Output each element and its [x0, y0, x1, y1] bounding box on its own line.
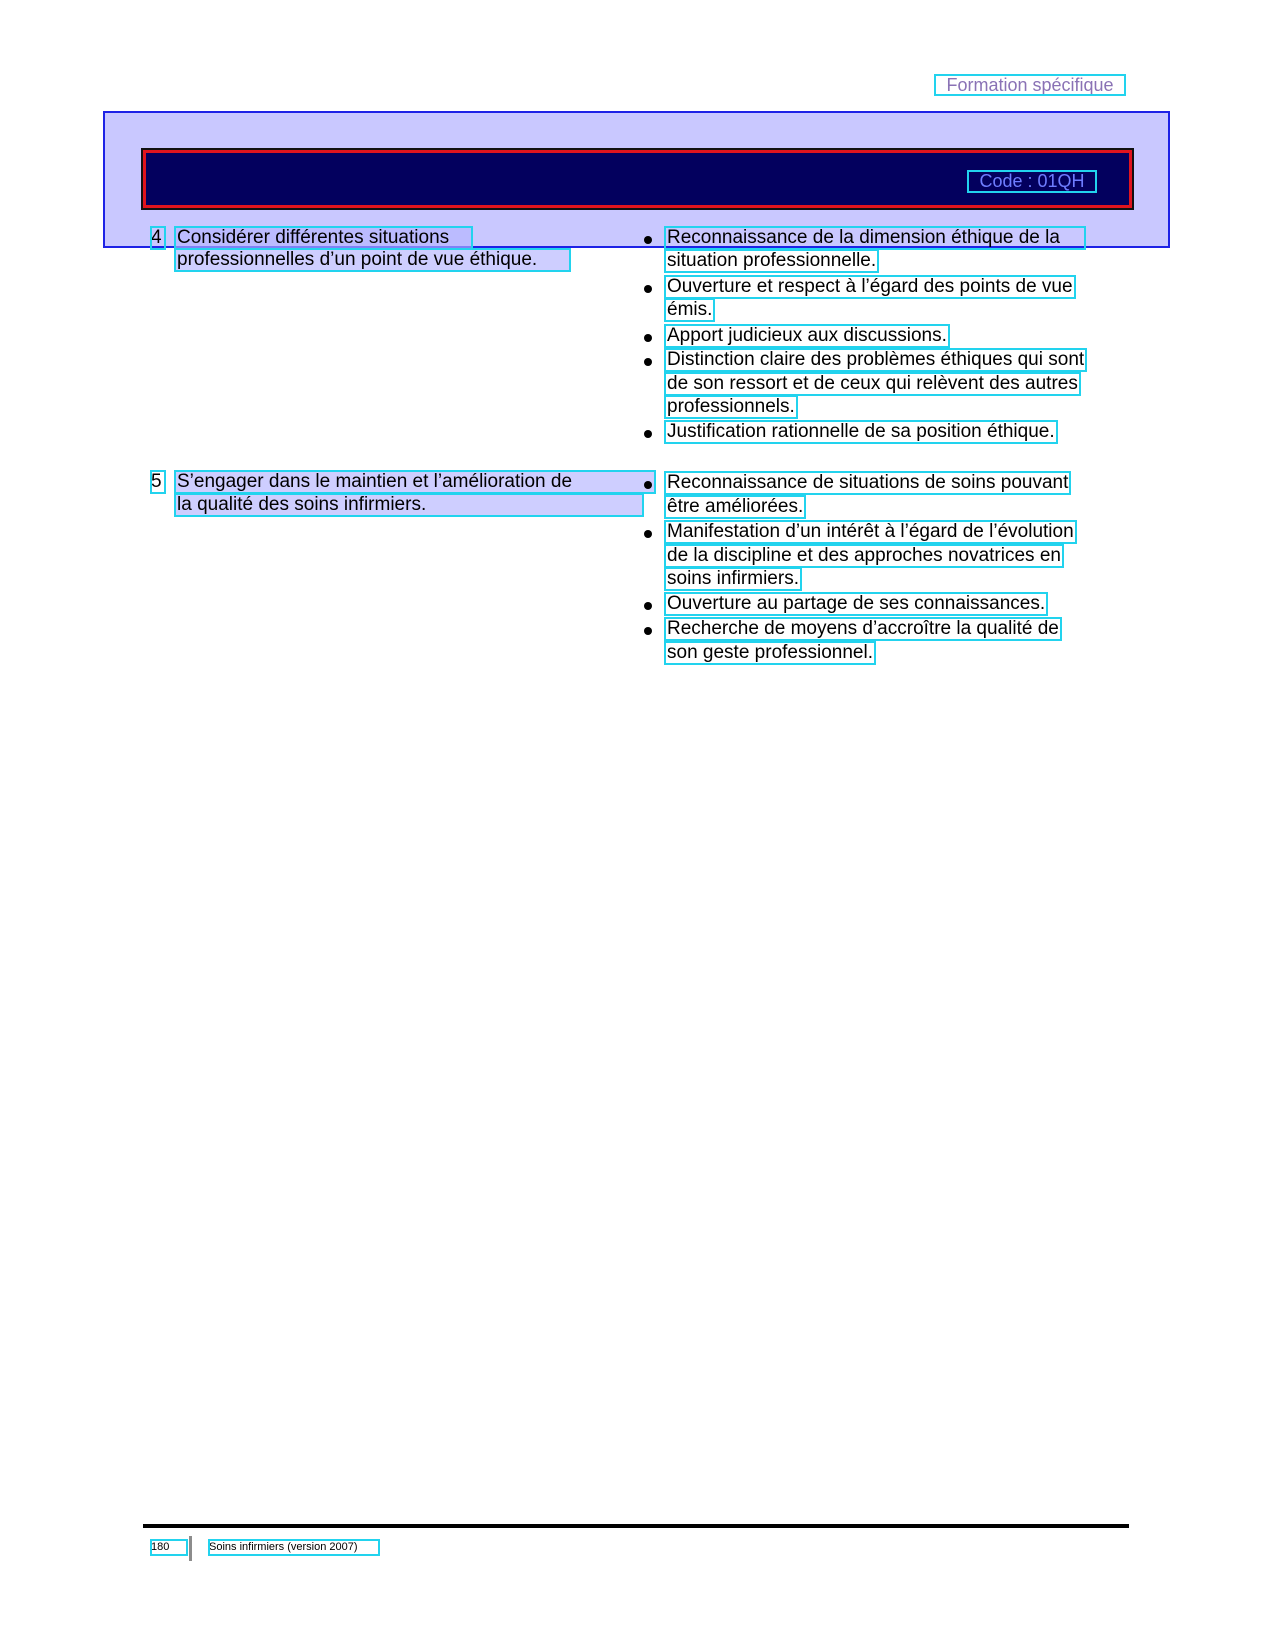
element-number: 5 [151, 471, 165, 493]
program-code: Code : 01QH [968, 171, 1096, 192]
bullet-icon [644, 481, 652, 489]
section-header: Formation spécifique [935, 75, 1125, 95]
bullet-icon [644, 627, 652, 635]
bullet-icon [644, 430, 652, 438]
criterion-line: Recherche de moyens d’accroître la qualité de [667, 618, 1059, 639]
criterion-line: Ouverture et respect à l’égard des points de vue [667, 276, 1073, 297]
element-line: professionnelles d’un point de vue éthique. [175, 249, 570, 271]
criterion-line: Ouverture au partage de ses connaissances. [667, 593, 1046, 614]
element-line: S’engager dans le maintien et l’amélioration de [175, 471, 655, 493]
criterion-line: de son ressort et de ceux qui relèvent des autres [667, 373, 1078, 394]
element-line: Considérer différentes situations [175, 227, 472, 249]
bullet-icon [644, 602, 652, 610]
bullet-icon [644, 358, 652, 366]
bullet-icon [644, 285, 652, 293]
criterion-line: Apport judicieux aux discussions. [667, 325, 947, 346]
element-line: la qualité des soins infirmiers. [175, 494, 643, 516]
criterion-line: son geste professionnel. [667, 642, 873, 663]
criterion-line: situation professionnelle. [667, 250, 877, 271]
criterion-line: Justification rationnelle de sa position éthique. [667, 421, 1055, 442]
criterion-line: professionnels. [667, 396, 795, 417]
element-number: 4 [151, 227, 165, 249]
document-title: Soins infirmiers (version 2007) [209, 1540, 379, 1555]
footer-rule [143, 1524, 1129, 1528]
footer-separator [189, 1536, 192, 1561]
criterion-line: Manifestation d’un intérêt à l’égard de l’évolution [667, 521, 1074, 542]
criterion-line: soins infirmiers. [667, 568, 799, 589]
criterion-line: émis. [667, 299, 713, 320]
criterion-line: Reconnaissance de la dimension éthique de la [665, 227, 1085, 249]
bullet-icon [644, 530, 652, 538]
bullet-icon [644, 334, 652, 342]
criterion-line: Reconnaissance de situations de soins pouvant [667, 472, 1069, 493]
criterion-line: être améliorées. [667, 496, 804, 517]
criterion-line: de la discipline et des approches novatrices en [667, 545, 1061, 566]
criterion-line: Distinction claire des problèmes éthiques qui sont [667, 349, 1085, 370]
page-number: 180 [151, 1540, 187, 1555]
bullet-icon [644, 236, 652, 244]
